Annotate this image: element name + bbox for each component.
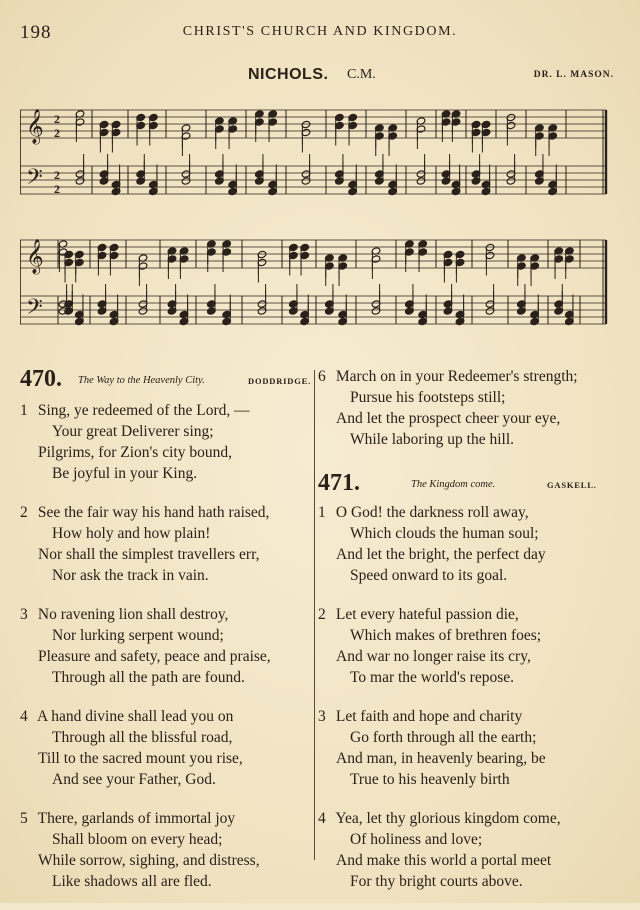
music-system-1 <box>20 109 606 196</box>
hymn-title: The Way to the Heavenly City. <box>78 375 205 386</box>
line-text: Yea, let thy glorious kingdom come, <box>335 810 561 827</box>
stanza-line: Shall bloom on every head; <box>52 831 223 848</box>
stanza <box>20 706 312 790</box>
hymn-author: GASKELL. <box>547 480 597 490</box>
stanza-line: Pilgrims, for Zion's city bound, <box>38 444 232 461</box>
left-column <box>20 366 312 910</box>
stanza-line: Nor ask the track in vain. <box>52 567 209 584</box>
stanza-line: And see your Father, God. <box>52 771 216 788</box>
stanza-line: Pleasure and safety, peace and praise, <box>38 648 271 665</box>
stanza-line: Which makes of brethren foes; <box>350 627 542 644</box>
stanza-line: Through all the blissful road, <box>52 729 233 746</box>
line-text: Let every hateful passion die, <box>335 606 519 623</box>
stanza-line: How holy and how plain! <box>52 525 211 542</box>
stanza-number: 3 <box>318 708 326 725</box>
stanza <box>318 502 618 586</box>
stanza-line <box>20 808 312 829</box>
bass-clef-icon: 𝄢 <box>26 295 43 325</box>
stanza-line: Your great Deliverer sing; <box>52 423 214 440</box>
stanza-line: While laboring up the hill. <box>350 431 515 448</box>
hymn-471-heading <box>318 470 618 498</box>
stanza-line: Speed onward to its goal. <box>350 567 508 584</box>
stanza-line <box>318 604 618 625</box>
line-text: Sing, ye redeemed of the Lord, — <box>37 402 250 419</box>
stanza-number: 4 <box>20 708 28 725</box>
stanza-number: 5 <box>20 810 28 827</box>
stanza-line: Of holiness and love; <box>350 831 483 848</box>
line-text: See the fair way his hand hath raised, <box>37 504 270 521</box>
stanza-number: 1 <box>318 504 326 521</box>
treble-clef-icon: 𝄞 <box>26 109 44 144</box>
stanza <box>20 502 312 586</box>
time-signature: 2 <box>54 126 60 140</box>
tune-meter: C.M. <box>347 67 376 82</box>
tune-composer: DR. L. MASON. <box>533 70 614 80</box>
stanza-line: And man, in heavenly bearing, be <box>336 750 546 767</box>
hymn-number: 471. <box>318 470 360 496</box>
stanza-line: And let the prospect cheer your eye, <box>336 410 561 427</box>
line-text: March on in your Redeemer's strength; <box>335 368 578 385</box>
stanza-line: Nor lurking serpent wound; <box>52 627 224 644</box>
time-signature: 2 <box>54 182 60 196</box>
stanza-line: Which clouds the human soul; <box>350 525 539 542</box>
stanza <box>318 366 618 450</box>
line-text: No ravening lion shall destroy, <box>37 606 229 623</box>
stanza <box>318 604 618 688</box>
music-score <box>20 92 612 354</box>
stanza-line: For thy bright courts above. <box>350 873 523 890</box>
stanza-line <box>20 706 312 727</box>
stanza-line: True to his heavenly birth <box>350 771 510 788</box>
stanza-number: 2 <box>20 504 28 521</box>
stanza <box>20 604 312 688</box>
hymn-title: The Kingdom come. <box>411 479 496 490</box>
hymn-470-heading <box>20 366 312 394</box>
right-column <box>318 366 618 910</box>
stanza-number: 3 <box>20 606 28 623</box>
stanza-number: 2 <box>318 606 326 623</box>
stanza-line <box>20 400 312 421</box>
stanza <box>318 706 618 790</box>
stanza <box>20 808 312 892</box>
stanza-line: Through all the path are found. <box>52 669 245 686</box>
stanza-number: 6 <box>318 368 326 385</box>
hymn-number: 470. <box>20 366 62 392</box>
music-system-2 <box>20 239 606 326</box>
line-text: Let faith and hope and charity <box>335 708 523 725</box>
stanza-line: Go forth through all the earth; <box>350 729 537 746</box>
page-header <box>20 22 620 42</box>
stanza-line <box>20 604 312 625</box>
line-text: A hand divine shall lead you on <box>37 708 234 725</box>
stanza-line: While sorrow, sighing, and distress, <box>38 852 260 869</box>
bass-clef-icon: 𝄢 <box>26 165 43 195</box>
stanza-number: 4 <box>318 810 326 827</box>
stanza-line: And make this world a portal meet <box>336 852 552 869</box>
stanza-line <box>318 502 618 523</box>
stanza-line: Pursue his footsteps still; <box>350 389 506 406</box>
time-signature: 2 <box>54 168 60 182</box>
stanza-line <box>318 706 618 727</box>
tune-heading <box>20 66 620 86</box>
stanza-line: Like shadows all are fled. <box>52 873 212 890</box>
line-text: O God! the darkness roll away, <box>335 504 529 521</box>
running-title: CHRIST'S CHURCH AND KINGDOM. <box>182 24 458 39</box>
stanza-line: Be joyful in your King. <box>52 465 198 482</box>
stanza-number: 1 <box>20 402 28 419</box>
stanza-line: Nor shall the simplest travellers err, <box>38 546 260 563</box>
stanza-line: Till to the sacred mount you rise, <box>38 750 243 767</box>
stanza-line: And war no longer raise its cry, <box>336 648 531 665</box>
stanza <box>20 400 312 484</box>
page-number: 198 <box>20 22 52 43</box>
column-divider <box>314 370 315 860</box>
time-signature: 2 <box>54 112 60 126</box>
stanza-line: To mar the world's repose. <box>350 669 514 686</box>
stanza-line <box>318 366 618 387</box>
line-text: There, garlands of immortal joy <box>37 810 236 827</box>
tune-name: NICHOLS. <box>248 66 329 83</box>
stanza <box>318 808 618 892</box>
stanza-line <box>318 808 618 829</box>
treble-clef-icon: 𝄞 <box>26 239 44 274</box>
stanza-line <box>20 502 312 523</box>
stanza-line: And let the bright, the perfect day <box>336 546 546 563</box>
hymn-author: DODDRIDGE. <box>248 376 312 386</box>
